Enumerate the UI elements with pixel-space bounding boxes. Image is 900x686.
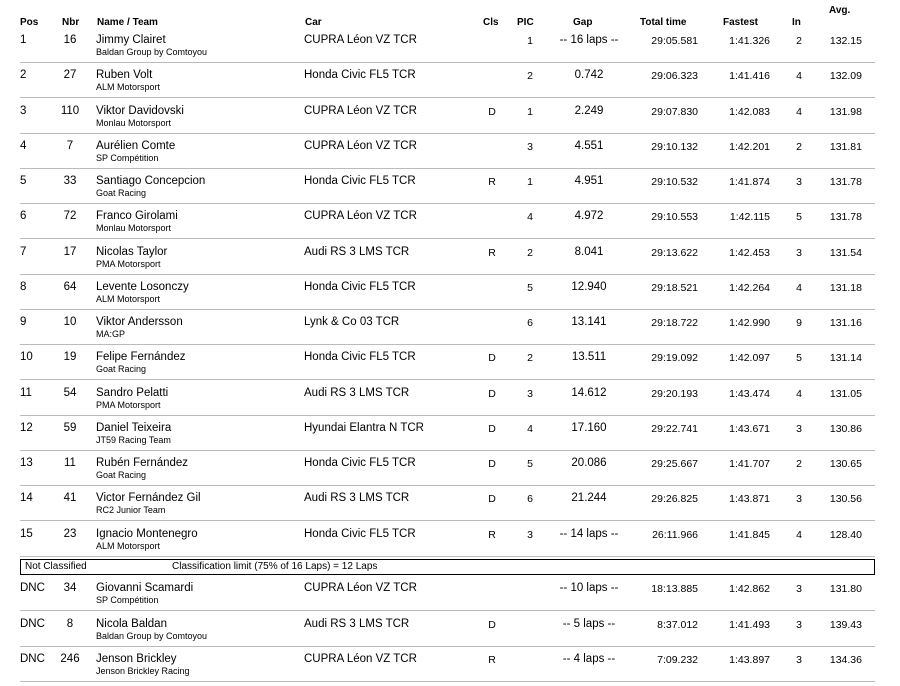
cell-pos: 12 [20, 421, 33, 434]
row-divider [20, 97, 875, 98]
row-divider [20, 450, 875, 451]
classification-limit: Classification limit (75% of 16 Laps) = 12 Laps [172, 561, 378, 572]
cell-pic: 2 [527, 352, 533, 365]
cell-avg-speed: 139.43 [829, 618, 862, 631]
cell-avg-speed: 131.54 [829, 246, 862, 259]
cell-total-time: 29:20.193 [651, 387, 698, 400]
cell-driver-name: Daniel Teixeira [96, 421, 172, 434]
row-divider [20, 415, 875, 416]
cell-in: 5 [796, 211, 802, 224]
cell-driver-name: Nicolas Taylor [96, 245, 168, 258]
header-pos: Pos [20, 17, 39, 28]
cell-team: MA:GP [96, 329, 126, 339]
cell-total-time: 29:13.622 [651, 246, 698, 259]
cell-total-time: 29:05.581 [651, 35, 698, 47]
cell-total-time: 29:07.830 [651, 105, 698, 118]
header-cls: Cls [483, 17, 499, 28]
cell-team: ALM Motorsport [96, 293, 161, 304]
cell-gap: 21.244 [571, 492, 607, 505]
cell-driver-name: Viktor Davidovski [96, 104, 184, 117]
not-classified-label: Not Classified [25, 561, 87, 572]
cell-driver-name: Levente Losonczy [96, 280, 189, 293]
cell-gap: 2.249 [574, 104, 604, 117]
cell-pic: 3 [527, 387, 533, 400]
cell-team: Baldan Group by Comtoyou [96, 630, 208, 641]
cell-car: Audi RS 3 LMS TCR [304, 617, 410, 630]
cell-driver-name: Ignacio Montenegro [96, 527, 198, 540]
cell-total-time: 29:10.553 [651, 211, 698, 224]
cell-gap: -- 5 laps -- [562, 617, 616, 630]
cell-driver-name: Giovanni Scamardi [96, 582, 194, 594]
cell-pos: 9 [20, 316, 27, 328]
cell-avg-speed: 131.05 [829, 387, 862, 400]
cell-in: 2 [796, 35, 802, 47]
cell-nbr: 59 [63, 421, 77, 434]
cell-pos: 8 [20, 280, 27, 293]
cell-avg-speed: 131.80 [829, 583, 862, 595]
cell-team: ALM Motorsport [96, 540, 161, 551]
cell-in: 9 [796, 317, 802, 329]
cell-team: PMA Motorsport [96, 399, 161, 410]
cell-nbr: 10 [63, 316, 77, 328]
cell-gap: 4.972 [574, 210, 604, 223]
cell-pic: 4 [527, 211, 533, 224]
cell-driver-name: Felipe Fernández [96, 351, 186, 364]
cell-fastest-lap: 1:42.201 [729, 140, 770, 153]
cell-car: Audi RS 3 LMS TCR [304, 386, 410, 399]
not-classified-bar [20, 559, 875, 575]
cell-pos: DNC [20, 653, 45, 665]
row-divider [20, 62, 875, 63]
cell-pos: DNC [20, 617, 45, 630]
row-divider [20, 379, 875, 380]
cell-fastest-lap: 1:43.871 [729, 493, 770, 506]
row-divider [20, 610, 875, 611]
cell-car: Honda Civic FL5 TCR [304, 351, 416, 364]
cell-pos: 3 [20, 104, 27, 117]
cell-avg-speed: 134.36 [829, 654, 862, 666]
cell-gap: 12.940 [571, 280, 607, 293]
cell-nbr: 246 [60, 653, 80, 665]
row-divider [20, 520, 875, 521]
cell-fastest-lap: 1:41.845 [729, 528, 770, 541]
header-total-time: Total time [640, 17, 687, 28]
cell-fastest-lap: 1:41.493 [729, 618, 770, 631]
cell-car: Honda Civic FL5 TCR [304, 457, 416, 469]
cell-cls: D [488, 422, 496, 435]
cell-team: Goat Racing [96, 364, 147, 375]
cell-pos: 2 [20, 69, 27, 82]
cell-team: Monlau Motorsport [96, 117, 172, 128]
cell-in: 3 [796, 618, 802, 631]
cell-in: 4 [796, 70, 802, 83]
cell-pos: 11 [20, 386, 32, 399]
row-divider [20, 485, 875, 486]
cell-fastest-lap: 1:42.453 [729, 246, 770, 259]
cell-nbr: 54 [63, 386, 77, 399]
row-divider [20, 203, 875, 204]
cell-gap: 13.511 [571, 351, 607, 364]
cell-gap: 8.041 [574, 245, 604, 258]
header-pic: PIC [517, 17, 534, 28]
cell-pic: 6 [527, 317, 533, 329]
cell-gap: -- 10 laps -- [559, 582, 619, 594]
cell-nbr: 41 [63, 492, 77, 505]
cell-gap: 13.141 [571, 316, 607, 328]
cell-in: 3 [796, 583, 802, 595]
cell-pic: 5 [527, 281, 533, 294]
cell-nbr: 7 [66, 139, 74, 152]
cell-team: Monlau Motorsport [96, 223, 172, 234]
cell-nbr: 23 [63, 527, 77, 540]
cell-fastest-lap: 1:41.707 [729, 458, 770, 470]
row-divider [20, 238, 875, 239]
cell-car: Audi RS 3 LMS TCR [304, 492, 410, 505]
row-divider [20, 309, 875, 310]
cell-fastest-lap: 1:42.990 [729, 317, 770, 329]
cell-in: 4 [796, 105, 802, 118]
cell-team: Baldan Group by Comtoyou [96, 47, 208, 57]
cell-fastest-lap: 1:42.115 [729, 211, 770, 224]
cell-car: Honda Civic FL5 TCR [304, 280, 416, 293]
cell-fastest-lap: 1:41.326 [729, 35, 770, 47]
cell-nbr: 16 [63, 34, 77, 46]
cell-pos: 13 [20, 457, 33, 469]
cell-driver-name: Jenson Brickley [96, 653, 177, 665]
cell-nbr: 17 [63, 245, 77, 258]
cell-pos: 5 [20, 175, 27, 187]
cell-gap: 14.612 [571, 386, 607, 399]
cell-in: 3 [796, 654, 802, 666]
table-header [0, 0, 900, 31]
cell-driver-name: Nicola Baldan [96, 617, 167, 630]
cell-car: CUPRA Léon VZ TCR [304, 104, 417, 117]
cell-total-time: 18:13.885 [651, 583, 698, 595]
cell-in: 3 [796, 176, 802, 188]
cell-nbr: 33 [63, 175, 77, 187]
cell-team: SP Compétition [96, 152, 159, 163]
cell-avg-speed: 131.81 [829, 140, 862, 153]
cell-driver-name: Sandro Pelatti [96, 386, 169, 399]
cell-avg-speed: 132.09 [829, 70, 862, 83]
header-nbr: Nbr [62, 17, 80, 28]
cell-driver-name: Viktor Andersson [96, 316, 183, 328]
cell-in: 2 [796, 140, 802, 153]
row-divider [20, 646, 875, 647]
cell-total-time: 29:18.722 [651, 317, 698, 329]
cell-cls: R [488, 176, 496, 188]
cell-in: 5 [796, 352, 802, 365]
cell-team: PMA Motorsport [96, 258, 161, 269]
cell-fastest-lap: 1:41.416 [729, 70, 770, 83]
cell-team: Jenson Brickley Racing [96, 666, 190, 676]
cell-in: 3 [796, 422, 802, 435]
cell-fastest-lap: 1:43.897 [729, 654, 770, 666]
cell-car: Honda Civic FL5 TCR [304, 527, 416, 540]
cell-total-time: 29:10.132 [651, 140, 698, 153]
cell-fastest-lap: 1:43.671 [729, 422, 770, 435]
cell-pic: 3 [527, 528, 533, 541]
cell-car: Hyundai Elantra N TCR [304, 421, 424, 434]
cell-avg-speed: 131.16 [829, 317, 862, 329]
cell-team: Goat Racing [96, 188, 147, 198]
cell-team: SP Compétition [96, 595, 159, 605]
cell-avg-speed: 130.56 [829, 493, 862, 506]
cell-pic: 2 [527, 70, 533, 83]
cell-pic: 1 [527, 35, 533, 47]
cell-total-time: 8:37.012 [657, 618, 698, 631]
cell-total-time: 29:18.521 [651, 281, 698, 294]
header-car: Car [305, 17, 322, 28]
cell-fastest-lap: 1:42.083 [729, 105, 770, 118]
cell-driver-name: Aurélien Comte [96, 139, 176, 152]
cell-cls: D [488, 387, 496, 400]
cell-cls: D [488, 352, 496, 365]
cell-team: RC2 Junior Team [96, 505, 166, 516]
cell-car: CUPRA Léon VZ TCR [304, 34, 417, 46]
cell-pic: 1 [527, 176, 533, 188]
cell-gap: 17.160 [571, 421, 607, 434]
row-divider [20, 168, 875, 169]
cell-car: CUPRA Léon VZ TCR [304, 653, 417, 665]
cell-nbr: 8 [66, 617, 74, 630]
cell-gap: 0.742 [574, 69, 604, 82]
cell-in: 3 [796, 493, 802, 506]
cell-pos: 6 [20, 210, 27, 223]
cell-total-time: 29:22.741 [651, 422, 698, 435]
cell-in: 4 [796, 528, 802, 541]
cell-fastest-lap: 1:42.097 [729, 352, 770, 365]
cell-in: 4 [796, 281, 802, 294]
cell-pic: 1 [527, 105, 533, 118]
cell-nbr: 11 [64, 457, 76, 469]
cell-pos: 1 [20, 34, 27, 46]
row-divider [20, 133, 875, 134]
cell-gap: 20.086 [571, 457, 607, 469]
cell-car: Audi RS 3 LMS TCR [304, 245, 410, 258]
cell-pos: 4 [20, 139, 27, 152]
cell-car: CUPRA Léon VZ TCR [304, 210, 417, 223]
cell-driver-name: Franco Girolami [96, 210, 178, 223]
cell-total-time: 29:10.532 [651, 176, 698, 188]
header-name-team: Name / Team [97, 17, 158, 28]
cell-avg-speed: 130.86 [829, 422, 862, 435]
cell-pos: 15 [20, 527, 33, 540]
cell-cls: D [488, 493, 496, 506]
cell-avg-speed: 131.14 [829, 352, 862, 365]
cell-avg-speed: 128.40 [829, 528, 862, 541]
cell-fastest-lap: 1:42.862 [729, 583, 770, 595]
cell-avg-speed: 132.15 [829, 35, 862, 47]
header-gap: Gap [573, 17, 593, 28]
cell-pic: 3 [527, 140, 533, 153]
header-in: In [792, 17, 801, 28]
cell-in: 3 [796, 246, 802, 259]
cell-gap: -- 14 laps -- [559, 527, 619, 540]
cell-nbr: 27 [63, 69, 77, 82]
cell-gap: 4.551 [574, 139, 604, 152]
cell-gap: -- 16 laps -- [559, 34, 619, 46]
cell-avg-speed: 131.18 [829, 281, 862, 294]
cell-fastest-lap: 1:41.874 [729, 176, 770, 188]
cell-nbr: 34 [63, 582, 77, 594]
cell-car: Lynk & Co 03 TCR [304, 316, 400, 328]
cell-in: 4 [796, 387, 802, 400]
header-fastest: Fastest [723, 17, 759, 28]
cell-pic: 6 [527, 493, 533, 506]
cell-car: CUPRA Léon VZ TCR [304, 139, 417, 152]
cell-nbr: 64 [63, 280, 77, 293]
cell-cls: R [488, 246, 496, 259]
cell-nbr: 110 [60, 104, 80, 117]
cell-nbr: 19 [63, 351, 77, 364]
cell-pos: DNC [20, 582, 45, 594]
cell-pos: 10 [20, 351, 33, 364]
cell-total-time: 26:11.966 [652, 528, 698, 541]
cell-pos: 7 [20, 245, 27, 258]
row-divider [20, 556, 875, 557]
cell-total-time: 29:25.667 [651, 458, 698, 470]
cell-total-time: 29:19.092 [651, 352, 698, 365]
cell-car: Honda Civic FL5 TCR [304, 175, 416, 187]
cell-cls: D [488, 458, 496, 470]
cell-team: JT59 Racing Team [96, 434, 171, 445]
row-divider [20, 344, 875, 345]
cell-pic: 4 [527, 422, 533, 435]
cell-in: 2 [796, 458, 802, 470]
cell-total-time: 29:26.825 [651, 493, 698, 506]
cell-fastest-lap: 1:42.264 [729, 281, 770, 294]
cell-cls: D [488, 105, 496, 118]
cell-gap: 4.951 [574, 175, 604, 187]
cell-cls: R [488, 528, 496, 541]
cell-team: ALM Motorsport [96, 82, 161, 93]
cell-pic: 2 [527, 246, 533, 259]
cell-avg-speed: 131.98 [829, 105, 862, 118]
cell-gap: -- 4 laps -- [562, 653, 616, 665]
cell-total-time: 7:09.232 [657, 654, 698, 666]
row-divider [20, 274, 875, 275]
cell-team: Goat Racing [96, 470, 147, 480]
cell-driver-name: Rubén Fernández [96, 457, 189, 469]
header-avg: Avg. [829, 5, 851, 16]
cell-car: Honda Civic FL5 TCR [304, 69, 416, 82]
cell-driver-name: Jimmy Clairet [96, 34, 166, 46]
cell-avg-speed: 131.78 [829, 211, 862, 224]
cell-driver-name: Victor Fernández Gil [96, 492, 201, 505]
cell-fastest-lap: 1:43.474 [729, 387, 770, 400]
cell-pic: 5 [527, 458, 533, 470]
row-divider [20, 681, 875, 682]
cell-pos: 14 [20, 492, 33, 505]
cell-car: CUPRA Léon VZ TCR [304, 582, 417, 594]
cell-nbr: 72 [63, 210, 77, 223]
cell-avg-speed: 131.78 [829, 176, 862, 188]
cell-driver-name: Santiago Concepcion [96, 175, 206, 187]
cell-driver-name: Ruben Volt [96, 69, 153, 82]
cell-total-time: 29:06.323 [651, 70, 698, 83]
cell-cls: D [488, 618, 496, 631]
cell-avg-speed: 130.65 [829, 458, 862, 470]
cell-cls: R [488, 654, 496, 666]
